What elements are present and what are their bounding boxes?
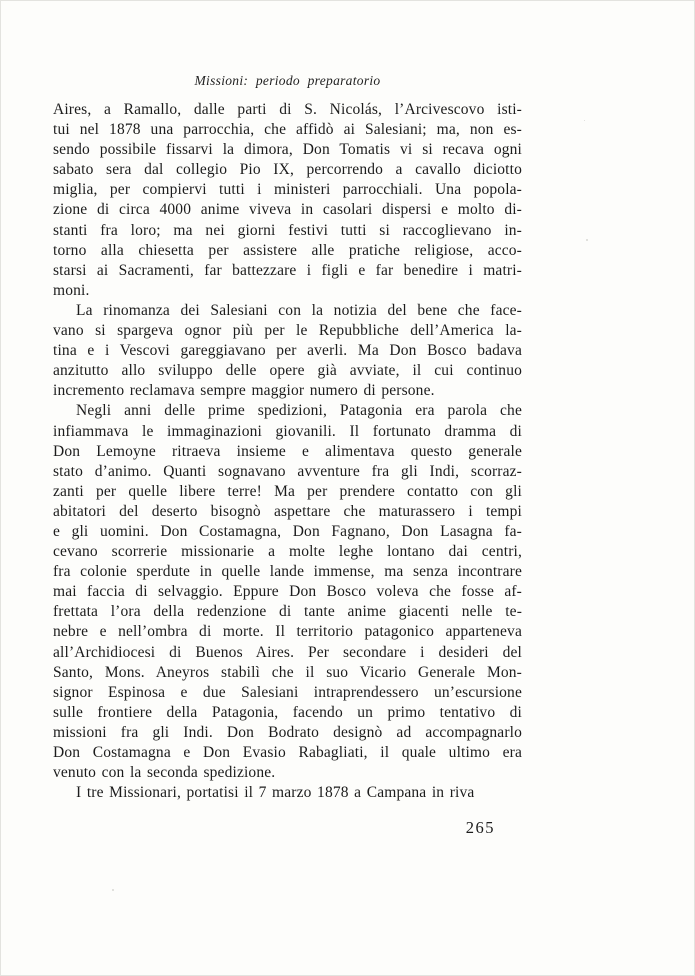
text-line: fra colonie sperdute in quelle lande immense, ma senza incontrare [53, 563, 522, 581]
text-line: vano si spargeva ognor più per le Repubbliche dell’America la- [53, 322, 522, 340]
text-line: frettata l’ora della redenzione di tante anime giacenti nelle te- [53, 603, 522, 621]
text-line: anzitutto allo sviluppo delle opere già avviate, il cui continuo [53, 362, 522, 380]
text-line: starsi ai Sacramenti, far battezzare i figli e far benedire i matri- [53, 261, 522, 279]
page-body [53, 100, 522, 803]
text-line: missioni fra gli Indi. Don Bodrato designò ad accompagnarlo [53, 723, 522, 741]
text-line: sulle frontiere della Patagonia, facendo un primo tentativo di [53, 703, 522, 721]
paragraph [53, 783, 522, 803]
scan-speck [112, 889, 114, 891]
text-line: tina e i Vescovi gareggiavano per averli. Ma Don Bosco badava [53, 342, 522, 360]
text-line: I tre Missionari, portatisi il 7 marzo 1878 a Campana in riva [76, 784, 475, 802]
text-line: all’Archidiocesi di Buenos Aires. Per secondare i desideri del [53, 643, 522, 661]
text-line: tui nel 1878 una parrocchia, che affidò ai Salesiani; ma, non es- [53, 121, 522, 139]
text-line: Don Lemoyne ritraeva insieme e alimentava questo generale [53, 442, 522, 460]
running-header: Missioni: periodo preparatorio [194, 73, 381, 88]
text-line: abitatori del deserto bisognò aspettare che maturassero i tempi [53, 502, 522, 520]
text-line: signor Espinosa e due Salesiani intraprendessero un’escursione [53, 683, 522, 701]
text-line: Negli anni delle prime spedizioni, Patagonia era parola che [76, 402, 522, 420]
text-line: incremento reclamava sempre maggior numero di persone. [53, 382, 435, 400]
text-line: e gli uomini. Don Costamagna, Don Fagnano, Don Lasagna fa- [53, 522, 522, 540]
paragraph [53, 301, 522, 401]
paragraph [53, 100, 522, 301]
text-line: stato d’animo. Quanti sognavano avventure fra gli Indi, scorraz- [53, 462, 522, 480]
text-line: Santo, Mons. Aneyros stabilì che il suo Vicario Generale Mon- [53, 663, 522, 681]
text-line: nebre e nell’ombra di morte. Il territorio patagonico apparteneva [53, 623, 522, 641]
text-line: torno alla chiesetta per assistere alle pratiche religiose, acco- [53, 241, 522, 259]
page-number: 265 [465, 818, 495, 837]
text-line: Aires, a Ramallo, dalle parti di S. Nicolás, l’Arcivescovo isti- [53, 101, 522, 118]
text-line: mai faccia di selvaggio. Eppure Don Bosco voleva che fosse af- [53, 583, 522, 601]
text-line: sendo possibile fissarvi la dimora, Don Tomatis vi si recava ogni [53, 141, 522, 159]
scan-speck [584, 120, 585, 121]
text-line: Don Costamagna e Don Evasio Rabagliati, il quale ultimo era [53, 744, 522, 761]
text-line: zione di circa 4000 anime viveva in casolari dispersi e molto di- [53, 201, 522, 219]
text-line: sabato sera dal collegio Pio IX, percorrendo a cavallo diciotto [53, 161, 522, 179]
text-line: zanti per quelle libere terre! Ma per prendere contatto con gli [53, 482, 522, 500]
text-line: venuto con la seconda spedizione. [53, 764, 276, 782]
text-line: infiammava le immaginazioni giovanili. Il fortunato dramma di [53, 422, 522, 440]
text-line: cevano scorrerie missionarie a molte leghe lontano dai centri, [53, 543, 522, 561]
text-line: miglia, per compiervi tutti i ministeri parrocchiali. Una popola- [53, 181, 522, 199]
paragraph [53, 401, 522, 783]
text-line: moni. [53, 281, 90, 299]
text-line: stanti fra loro; ma nei giorni festivi tutti si raccoglievano in- [53, 221, 522, 239]
text-line: La rinomanza dei Salesiani con la notizia del bene che face- [76, 301, 522, 319]
scan-speck [586, 239, 588, 241]
